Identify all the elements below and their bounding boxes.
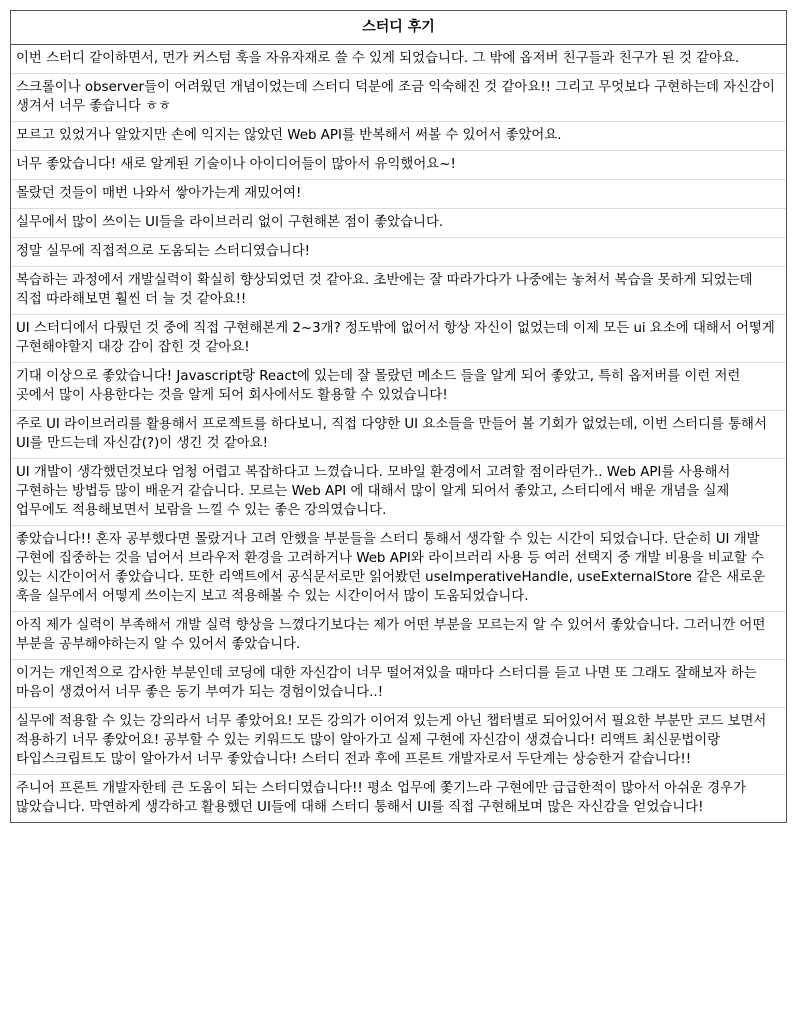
table-title: 스터디 후기	[11, 11, 786, 45]
review-row: 실무에 적용할 수 있는 강의라서 너무 좋았어요! 모든 강의가 이어져 있는게 아닌 챕터별로 되어있어서 필요한 부분만 코드 보면서 적용하기 너무 좋았어요! 공부할 수 있는 키워드도 많이 알아가고 실제 구현에 자신감이 생겼습니다! 리액트 최신문법이랑 타입스크립트도 많이 알아가서 너무 좋았습니다! 스터디 전과 후에 프론트 개발자로서 두단계는 상승한거 같습니다!!	[11, 708, 786, 775]
review-row: 몰랐던 것들이 매번 나와서 쌓아가는게 재밌어여!	[11, 180, 786, 209]
review-row: 너무 좋았습니다! 새로 알게된 기술이나 아이디어들이 많아서 유익했어요~!	[11, 151, 786, 180]
review-row: 주니어 프론트 개발자한테 큰 도움이 되는 스터디였습니다!! 평소 업무에 쫓기느라 구현에만 급급한적이 많아서 아쉬운 경우가 많았습니다. 막연하게 생각하고 활용했던 UI들에 대해 스터디 통해서 UI를 직접 구현해보며 많은 자신감을 얻었습니다!	[16, 781, 747, 815]
review-list	[11, 45, 786, 822]
review-row: 이번 스터디 같이하면서, 먼가 커스텀 훅을 자유자재로 쓸 수 있게 되었습니다. 그 밖에 옵저버 친구들과 친구가 된 것 같아요.	[11, 45, 786, 74]
review-row: 이거는 개인적으로 감사한 부분인데 코딩에 대한 자신감이 너무 떨어져있을 때마다 스터디를 듣고 나면 또 그래도 잘해보자 하는 마음이 생겼어서 너무 좋은 동기 부여가 되는 경험이었습니다..!	[11, 660, 786, 708]
review-row: 주로 UI 라이브러리를 활용해서 프로젝트를 하다보니, 직접 다양한 UI 요소들을 만들어 볼 기회가 없었는데, 이번 스터디를 통해서 UI를 만드는데 자신감(?)이 생긴 것 같아요!	[11, 411, 786, 459]
review-table	[10, 10, 787, 823]
review-row: 복습하는 과정에서 개발실력이 확실히 향상되었던 것 같아요. 초반에는 잘 따라가다가 나중에는 놓쳐서 복습을 못하게 되었는데 직접 따라해보면 훨씬 더 늘 것 같아요!!	[11, 267, 786, 315]
review-row: 모르고 있었거나 알았지만 손에 익지는 않았던 Web API를 반복해서 써볼 수 있어서 좋았어요.	[11, 122, 786, 151]
review-row: UI 개발이 생각했던것보다 엄청 어렵고 복잡하다고 느꼈습니다. 모바일 환경에서 고려할 점이라던가.. Web API를 사용해서 구현하는 방법등 많이 배운거 같습니다. 모르는 Web API 에 대해서 많이 알게 되어서 좋았고, 스터디에서 배운 개념을 실제 업무에도 적용해보면서 보람을 느낄 수 있는 좋은 강의였습니다.	[11, 459, 786, 526]
review-row: 기대 이상으로 좋았습니다! Javascript랑 React에 있는데 잘 몰랐던 메소드 들을 알게 되어 좋았고, 특히 옵저버를 이런 저런 곳에서 많이 사용한다는 것을 알게 되어 회사에서도 활용할 수 있었습니다!	[11, 363, 786, 411]
review-row: 스크롤이나 observer들이 어려웠던 개념이었는데 스터디 덕분에 조금 익숙해진 것 같아요!! 그리고 무엇보다 구현하는데 자신감이 생겨서 너무 좋습니다 ㅎㅎ	[11, 74, 786, 122]
review-row: UI 스터디에서 다뤘던 것 중에 직접 구현해본게 2~3개? 정도밖에 없어서 항상 자신이 없었는데 이제 모든 ui 요소에 대해서 어떻게 구현해야할지 대강 감이 잡힌 것 같아요!	[11, 315, 786, 363]
review-row: 좋았습니다!! 혼자 공부했다면 몰랐거나 고려 안했을 부분들을 스터디 통해서 생각할 수 있는 시간이 되었습니다. 단순히 UI 개발 구현에 집중하는 것을 넘어서 브라우저 환경을 고려하거나 Web API와 라이브러리 사용 등 여러 선택지 중 개발 비용을 비교할 수 있는 시간이어서 좋았습니다. 또한 리액트에서 공식문서로만 읽어봤던 useImperativeHandle, useExternalStore 같은 새로운 훅을 실무에서 어떻게 쓰이는지 보고 적용해볼 수 있는 시간이어서 많이 도움되었습니다.	[11, 526, 786, 612]
review-row: 정말 실무에 직접적으로 도움되는 스터디였습니다!	[11, 238, 786, 267]
review-row: 실무에서 많이 쓰이는 UI들을 라이브러리 없이 구현해본 점이 좋았습니다.	[11, 209, 786, 238]
review-row: 아직 제가 실력이 부족해서 개발 실력 향상을 느꼈다기보다는 제가 어떤 부분을 모르는지 알 수 있어서 좋았습니다. 그러니깐 어떤 부분을 공부해야하는지 알 수 있어서 좋았습니다.	[11, 612, 786, 660]
